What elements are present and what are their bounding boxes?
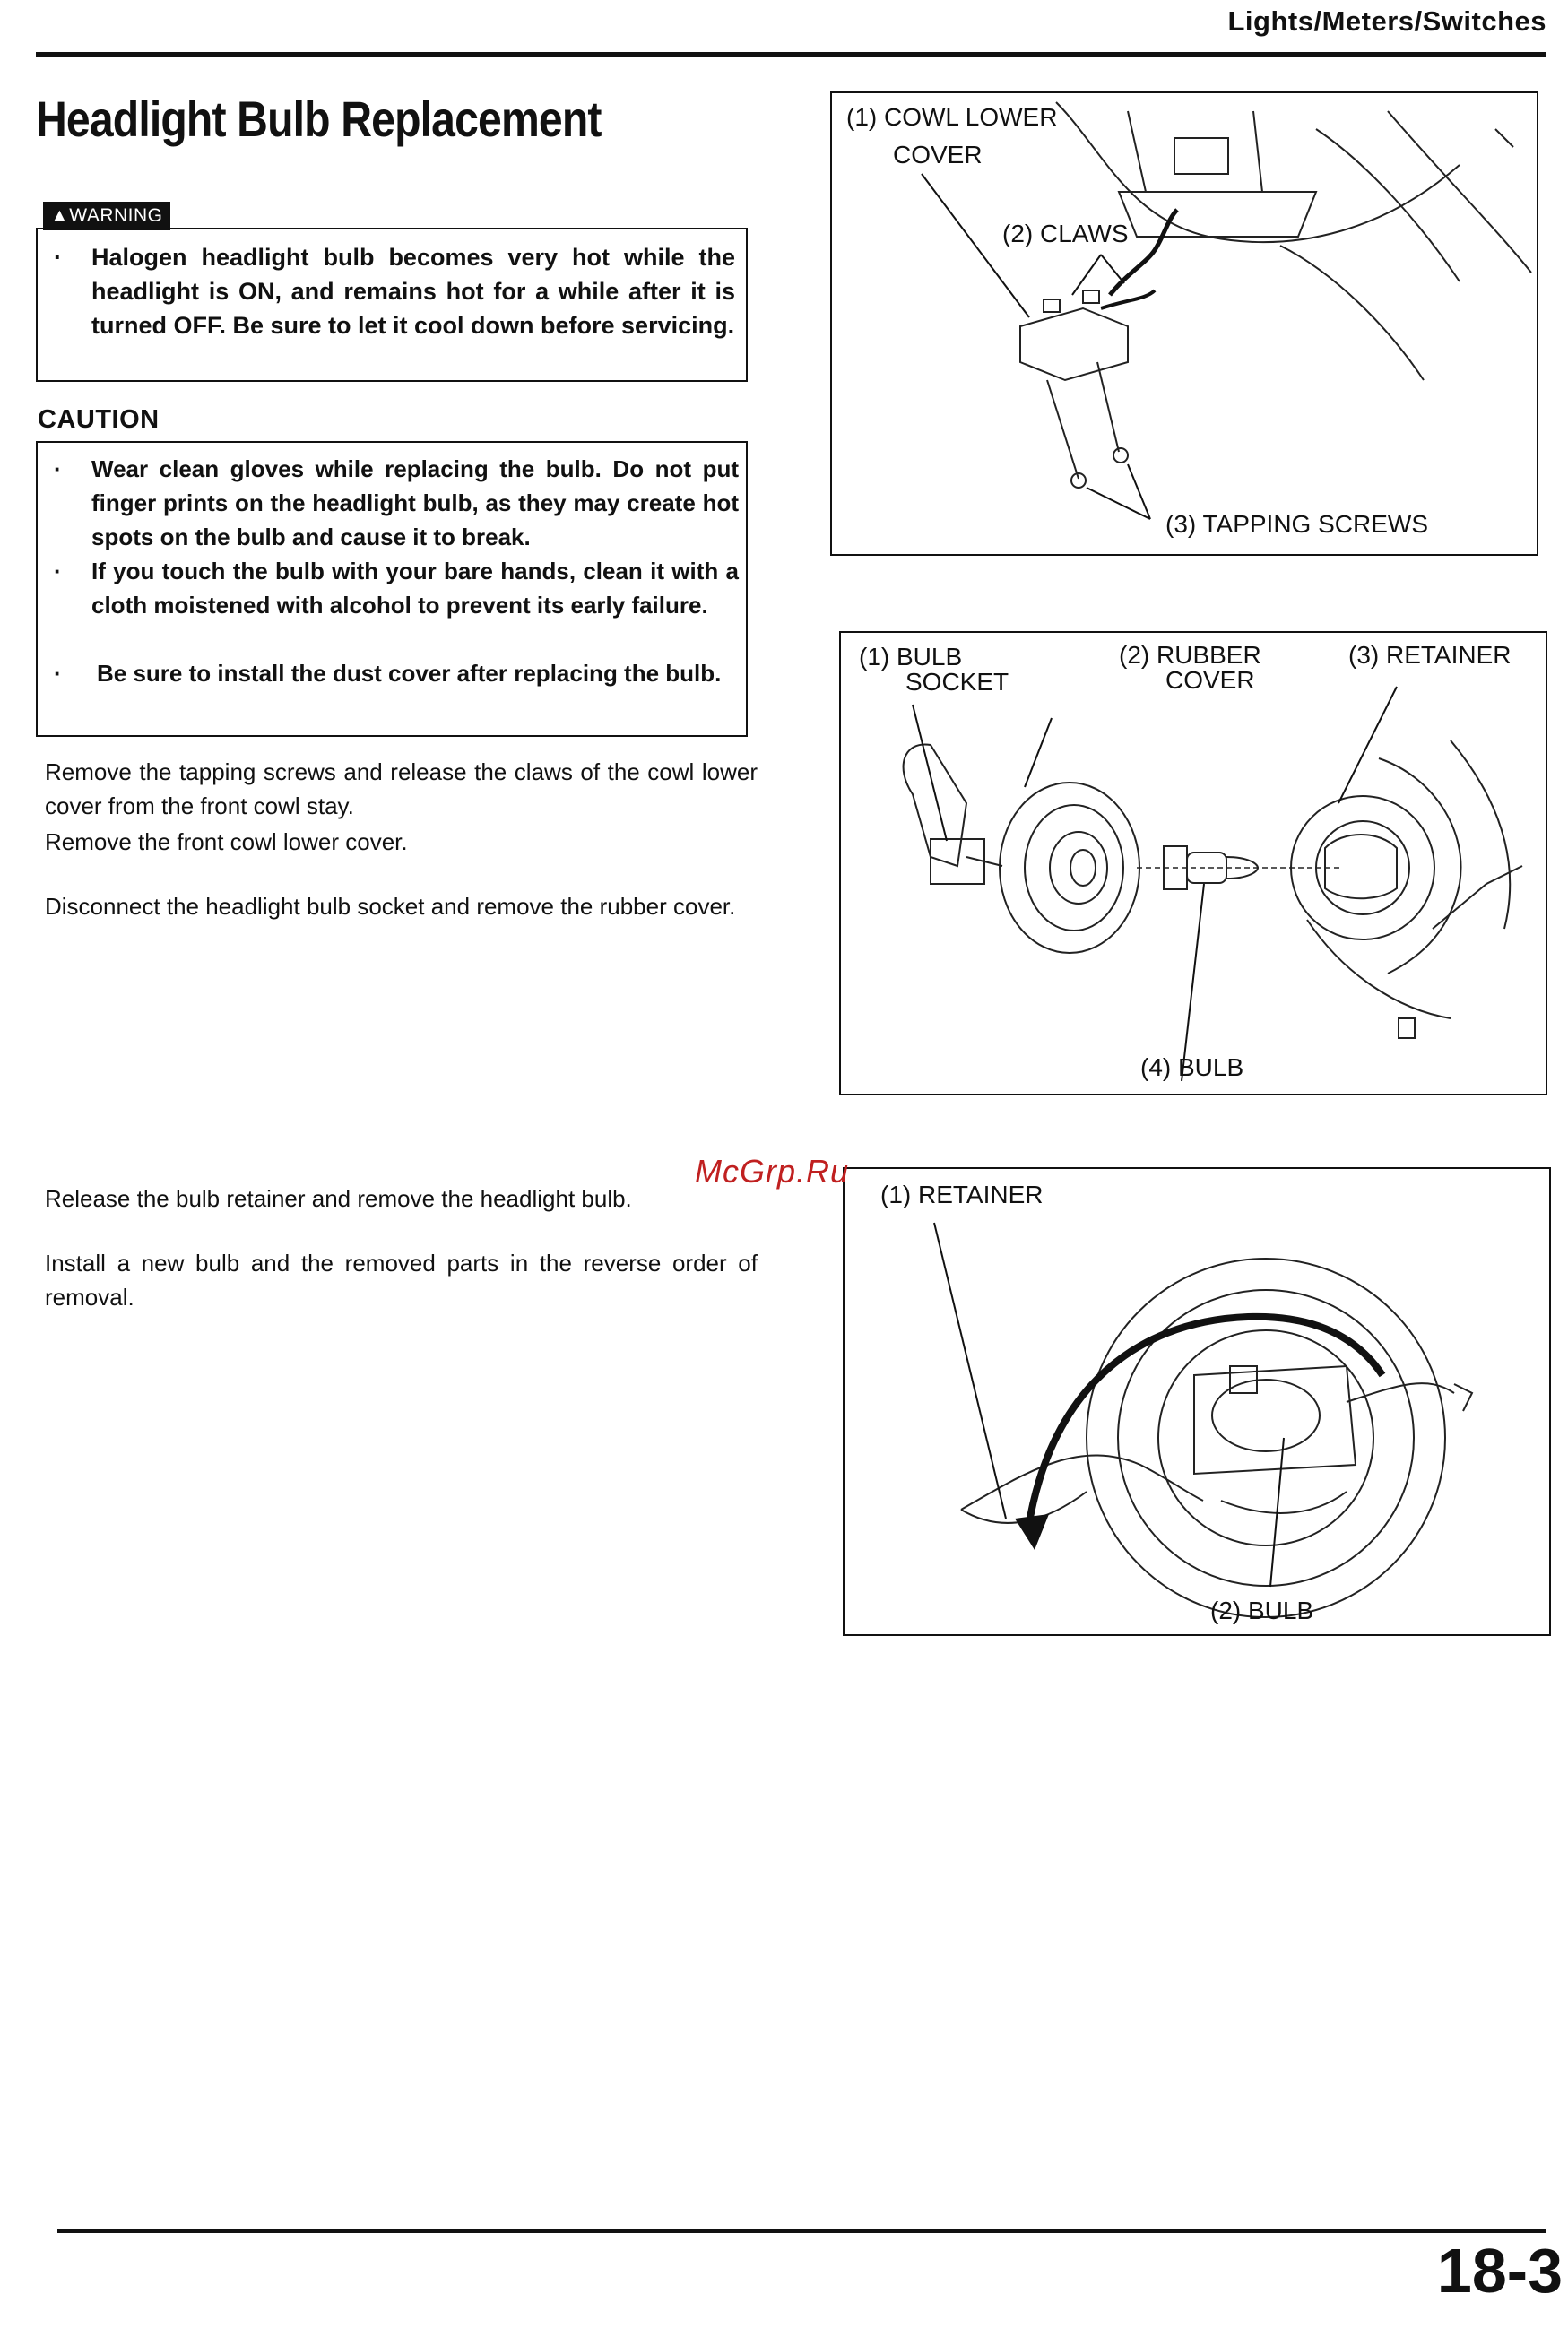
page-title: Headlight Bulb Replacement	[36, 91, 602, 147]
label-tapping-screws: (3) TAPPING SCREWS	[1165, 510, 1429, 538]
section-title: Lights/Meters/Switches	[1227, 5, 1546, 37]
label-rubber-cover	[1119, 640, 1261, 695]
retainer-release-illustration	[845, 1169, 1549, 1634]
warning-text	[54, 240, 735, 342]
label-rubber-line1: (2) RUBBER	[1119, 641, 1261, 669]
label-rubber-line2: COVER	[1165, 666, 1255, 694]
caution-item	[54, 656, 739, 690]
figure-retainer-release	[843, 1167, 1551, 1636]
figure-bulb-assembly	[839, 631, 1547, 1095]
label-cowl-lower-cover	[846, 102, 1057, 169]
footer-rule	[57, 2229, 1546, 2233]
caution-bullet: ·	[54, 558, 62, 584]
caution-item	[54, 452, 739, 554]
header-rule	[36, 52, 1546, 57]
warning-badge-label: WARNING	[69, 205, 163, 226]
caution-item-text: Be sure to install the dust cover after replacing the bulb.	[97, 660, 722, 687]
label-cowl-line2: COVER	[893, 141, 983, 169]
instruction-step: Install a new bulb and the removed parts in the reverse order of removal.	[45, 1250, 758, 1311]
caution-bullet: ·	[54, 455, 62, 482]
warning-badge	[43, 202, 170, 230]
label-bulb-socket	[859, 642, 1009, 697]
warning-triangle-icon: ▲	[50, 205, 70, 226]
label-socket-line2: SOCKET	[905, 668, 1009, 696]
label-claws: (2) CLAWS	[1002, 220, 1129, 247]
page-number: 18-3	[1436, 2236, 1563, 2306]
label-socket-line1: (1) BULB	[859, 643, 963, 671]
watermark: McGrp.Ru	[695, 1153, 850, 1190]
caution-item	[54, 554, 739, 622]
label-retainer: (1) RETAINER	[880, 1181, 1044, 1208]
caution-item-text: If you touch the bulb with your bare hands, clean it with a cloth moistened with alcohol to prevent its early failure.	[91, 558, 739, 619]
instruction-step: Release the bulb retainer and remove the headlight bulb.	[45, 1185, 632, 1212]
bulb-assembly-illustration	[841, 633, 1546, 1094]
label-bulb: (2) BULB	[1210, 1597, 1314, 1624]
label-retainer: (3) RETAINER	[1348, 641, 1512, 669]
instruction-step: Disconnect the headlight bulb socket and remove the rubber cover.	[45, 893, 736, 920]
label-cowl-line1: (1) COWL LOWER	[846, 103, 1058, 131]
caution-heading: CAUTION	[38, 405, 160, 434]
warning-bullet: ·	[54, 244, 62, 271]
caution-item-text: Wear clean gloves while replacing the bulb. Do not put finger prints on the headlight bulb, as they may create hot spots on the bulb and cause it to break.	[91, 455, 739, 550]
instruction-step: Remove the front cowl lower cover.	[45, 828, 408, 855]
instruction-step: Remove the tapping screws and release the claws of the cowl lower cover from the front cowl stay.	[45, 758, 758, 819]
caution-bullet: ·	[54, 660, 62, 687]
warning-message: Halogen headlight bulb becomes very hot while the headlight is ON, and remains hot for a while after it is turned OFF. Be sure to let it cool down before servicing.	[91, 244, 735, 339]
figure-cowl-lower-cover	[830, 91, 1538, 556]
label-bulb: (4) BULB	[1140, 1053, 1244, 1081]
